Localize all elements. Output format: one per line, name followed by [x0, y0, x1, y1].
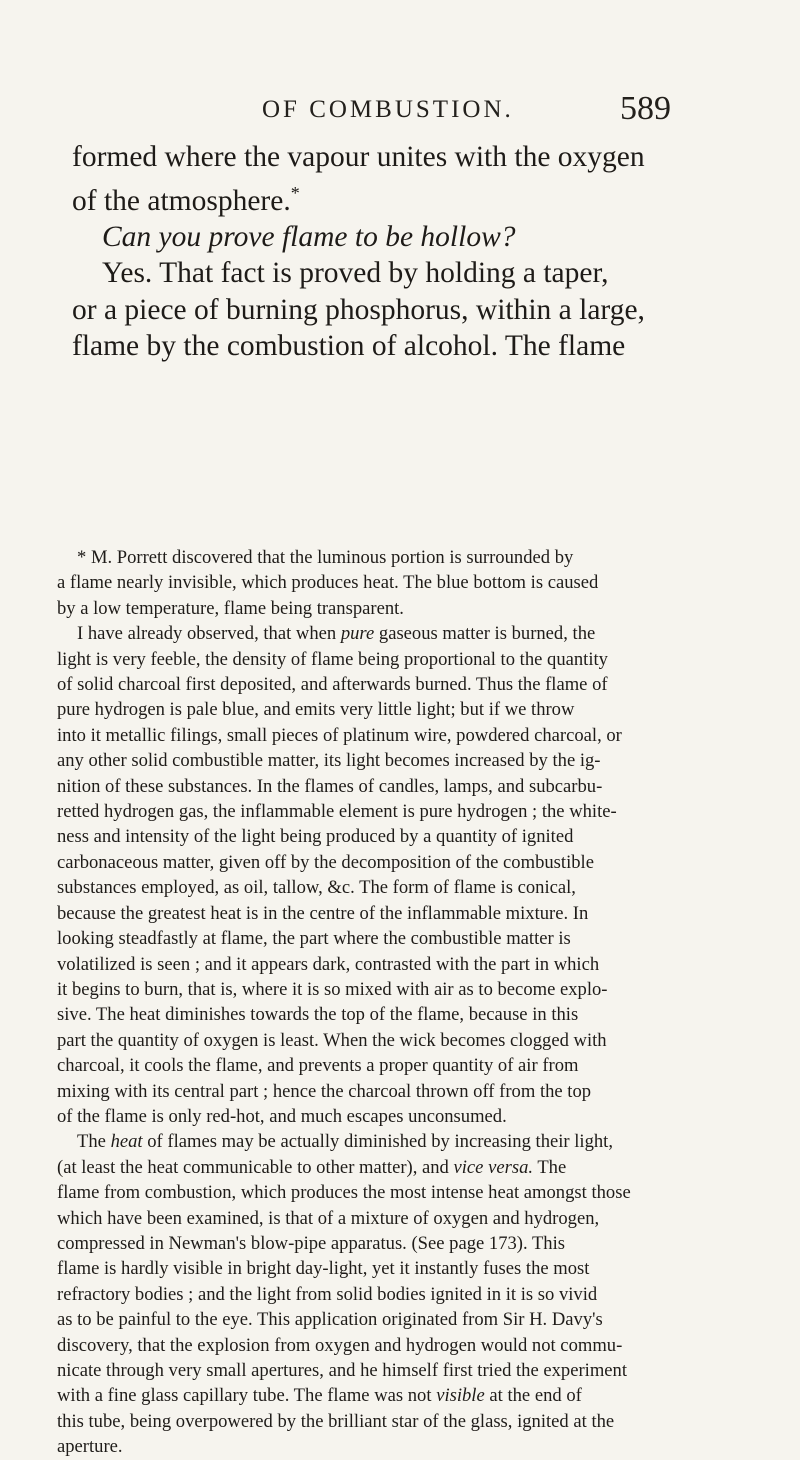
question [72, 219, 752, 255]
footnote-line: into it metallic filings, small pieces of platinum wire, powdered charcoal, or [57, 724, 622, 746]
footnote-line: of solid charcoal first deposited, and afterwards burned. Thus the flame of [57, 674, 608, 696]
footnote-line: retted hydrogen gas, the inflammable element is pure hydrogen ; the white- [57, 801, 617, 823]
footnote-line: mixing with its central part ; hence the charcoal thrown off from the top [57, 1080, 592, 1102]
footnote-line: it begins to burn, that is, where it is so mixed with air as to become explo- [57, 978, 608, 1000]
footnote-line: volatilized is seen ; and it appears dark, contrasted with the part in which [57, 953, 600, 975]
emphasis-vice-versa: vice versa. [453, 1156, 534, 1178]
emphasis-heat: heat [110, 1131, 143, 1153]
footnote-line: which have been examined, is that of a mixture of oxygen and hydrogen, [57, 1207, 600, 1229]
main-line: or a piece of burning phosphorus, within a large, [72, 293, 645, 326]
footnote-line [57, 1155, 757, 1180]
running-head [0, 92, 800, 132]
footnote-line: ness and intensity of the light being produced by a quantity of ignited [57, 826, 574, 848]
footnote-line: by a low temperature, flame being transparent. [57, 597, 404, 619]
main-line: flame by the combustion of alcohol. The flame [72, 329, 626, 362]
footnote-text: of flames may be actually diminished by increasing their light, [147, 1131, 614, 1153]
main-line [72, 175, 752, 219]
footnote-line: nicate through very small apertures, and he himself first tried the experiment [57, 1360, 628, 1381]
footnote-line [57, 1129, 757, 1154]
footnote-line: * M. Porrett discovered that the luminous portion is surrounded by [77, 547, 574, 568]
footnote-text: at the end of [489, 1385, 582, 1407]
footnote-line [57, 1383, 757, 1408]
footnote-line: compressed in Newman's blow-pipe apparatus. (See page 173). This [57, 1232, 566, 1254]
main-line: Yes. That fact is proved by holding a taper, [102, 257, 609, 290]
footnote-line: because the greatest heat is in the centre of the inflammable mixture. In [57, 902, 589, 924]
footnote-line: of the flame is only red-hot, and much escapes unconsumed. [57, 1105, 507, 1127]
emphasis-visible: visible [436, 1385, 485, 1407]
footnote-text: (at least the heat communicable to other matter), and [57, 1156, 449, 1178]
footnote-line: as to be painful to the eye. This application originated from Sir H. Davy's [57, 1309, 603, 1331]
footnote-line: part the quantity of oxygen is least. When the wick becomes clogged with [57, 1029, 607, 1051]
footnote-line: flame from combustion, which produces the most intense heat amongst those [57, 1182, 631, 1204]
footnote-line: sive. The heat diminishes towards the top of the flame, because in this [57, 1004, 579, 1026]
emphasis-pure: pure [340, 623, 375, 645]
main-line-text: of the atmosphere. [72, 185, 291, 218]
footnote-line: pure hydrogen is pale blue, and emits very little light; but if we throw [57, 699, 575, 721]
footnote-text: with a fine glass capillary tube. The flame was not [57, 1385, 432, 1407]
running-head-title: OF COMBUSTION. [262, 96, 514, 123]
footnote-line: flame is hardly visible in bright day-light, yet it instantly fuses the most [57, 1258, 590, 1280]
footnote-line: this tube, being overpowered by the brilliant star of the glass, ignited at the [57, 1410, 615, 1432]
footnote-line: discovery, that the explosion from oxygen and hydrogen would not commu- [57, 1334, 623, 1356]
page-number: 589 [620, 90, 671, 127]
footnote-text: The [537, 1156, 567, 1178]
footnote-line: carbonaceous matter, given off by the decomposition of the combustible [57, 851, 594, 873]
footnote-line: any other solid combustible matter, its light becomes increased by the ig- [57, 750, 601, 772]
footnote-line [57, 621, 757, 646]
footnote-text: I have already observed, that when [77, 623, 337, 645]
footnote [57, 545, 757, 1460]
footnote-text: The [77, 1131, 106, 1153]
footnote-line: looking steadfastly at flame, the part where the combustible matter is [57, 928, 571, 950]
footnote-text: gaseous matter is burned, the [378, 623, 596, 645]
footnote-line: refractory bodies ; and the light from solid bodies ignited in it is so vivid [57, 1283, 598, 1305]
footnote-marker: * [290, 183, 300, 204]
footnote-line: aperture. [57, 1436, 123, 1458]
main-text [72, 139, 752, 364]
footnote-line: nition of these substances. In the flames of candles, lamps, and subcarbu- [57, 775, 603, 797]
footnote-line: substances employed, as oil, tallow, &c. The form of flame is conical, [57, 877, 576, 899]
question-text: Can you prove flame to be hollow? [102, 221, 516, 254]
main-line: formed where the vapour unites with the oxygen [72, 141, 645, 173]
footnote-line: charcoal, it cools the flame, and prevents a proper quantity of air from [57, 1055, 579, 1077]
footnote-line: light is very feeble, the density of flame being proportional to the quantity [57, 648, 608, 670]
footnote-line: a flame nearly invisible, which produces heat. The blue bottom is caused [57, 572, 599, 594]
